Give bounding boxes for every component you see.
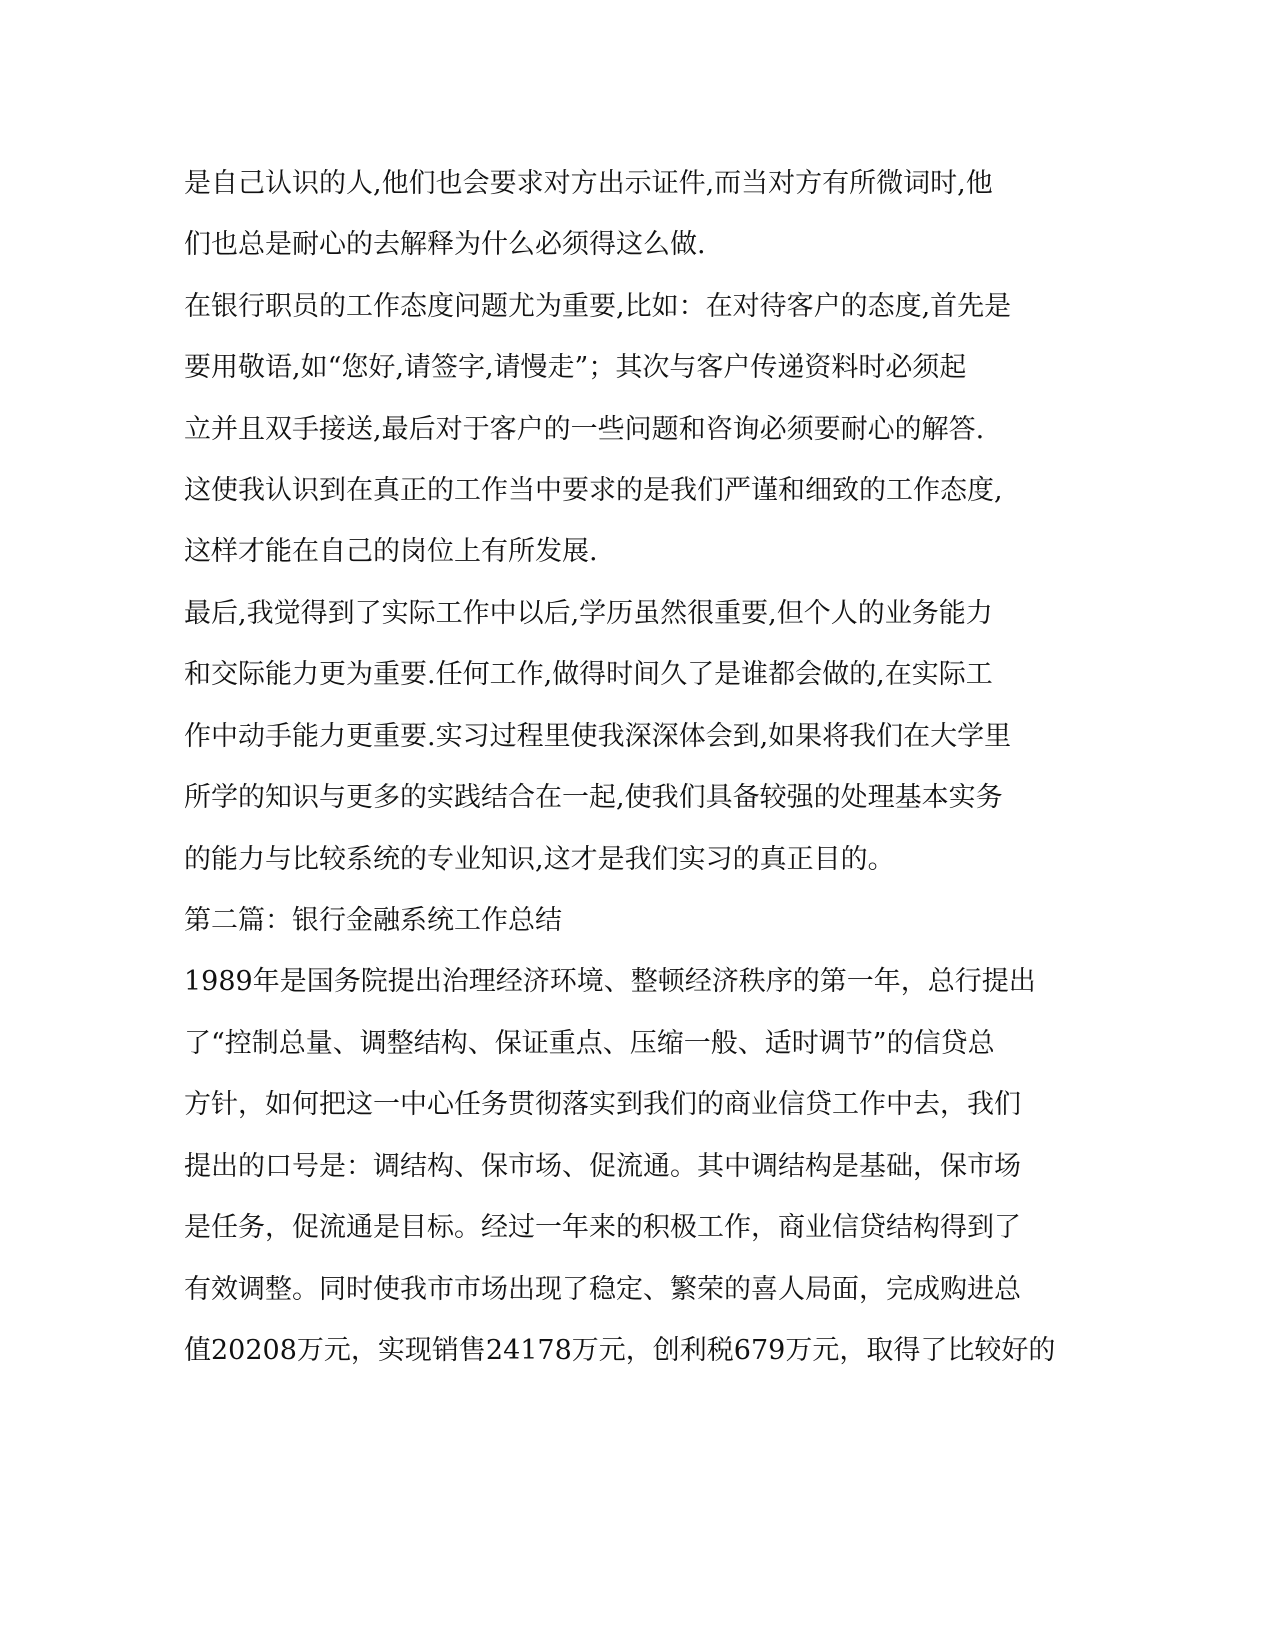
text-line: 值20208万元，实现销售24178万元，创利税679万元，取得了比较好的 [184, 1335, 1056, 1366]
text-line: 是自己认识的人,他们也会要求对方出示证件,而当对方有所微词时,他 [184, 168, 993, 199]
text-line: 有效调整。同时使我市市场出现了稳定、繁荣的喜人局面，完成购进总 [184, 1274, 1021, 1305]
text-line: 和交际能力更为重要.任何工作,做得时间久了是谁都会做的,在实际工 [184, 659, 993, 690]
text-line: 在银行职员的工作态度问题尤为重要,比如：在对待客户的态度,首先是 [184, 291, 1012, 322]
text-line: 这使我认识到在真正的工作当中要求的是我们严谨和细致的工作态度, [184, 475, 1003, 506]
text-line: 提出的口号是：调结构、保市场、促流通。其中调结构是基础，保市场 [184, 1151, 1021, 1182]
text-line: 作中动手能力更重要.实习过程里使我深深体会到,如果将我们在大学里 [184, 721, 1012, 752]
text-line: 要用敬语,如“您好,请签字,请慢走”；其次与客户传递资料时必须起 [184, 352, 967, 383]
section-heading: 第二篇：银行金融系统工作总结 [184, 905, 562, 936]
text-line: 方针，如何把这一中心任务贯彻落实到我们的商业信贷工作中去，我们 [184, 1089, 1021, 1120]
text-line: 们也总是耐心的去解释为什么必须得这么做. [184, 229, 706, 260]
text-line: 是任务，促流通是目标。经过一年来的积极工作，商业信贷结构得到了 [184, 1212, 1021, 1243]
text-line: 1989年是国务院提出治理经济环境、整顿经济秩序的第一年，总行提出 [184, 966, 1036, 997]
text-line: 最后,我觉得到了实际工作中以后,学历虽然很重要,但个人的业务能力 [184, 598, 993, 629]
text-line: 了“控制总量、调整结构、保证重点、压缩一般、适时调节”的信贷总 [184, 1028, 995, 1059]
text-line: 的能力与比较系统的专业知识,这才是我们实习的真正目的。 [184, 844, 895, 875]
text-line: 立并且双手接送,最后对于客户的一些问题和咨询必须要耐心的解答. [184, 414, 985, 445]
text-line: 所学的知识与更多的实践结合在一起,使我们具备较强的处理基本实务 [184, 782, 1003, 813]
text-line: 这样才能在自己的岗位上有所发展. [184, 536, 598, 567]
